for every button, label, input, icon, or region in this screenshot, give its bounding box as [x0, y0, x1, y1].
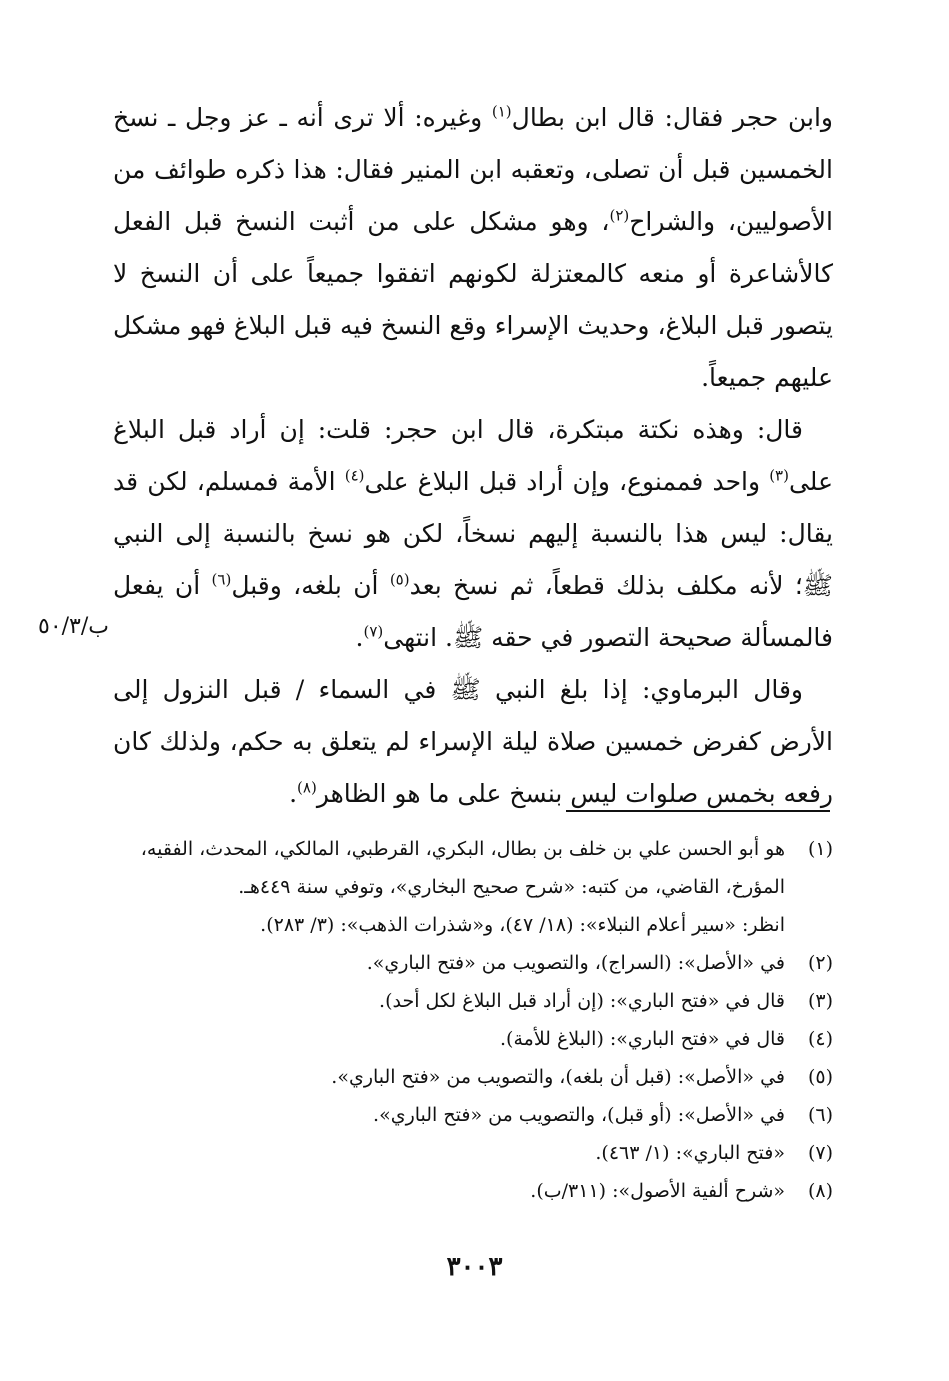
footnote-text [113, 944, 785, 982]
text-run: بخمس صلوات ليس بنسخ على ما هو الظاهر [316, 779, 776, 808]
footnote-line: في «الأصل»: (أو قبل)، والتصويب من «فتح الباري». [373, 1104, 785, 1126]
footnote-number: (١) [807, 838, 833, 860]
footnote-text [113, 1058, 785, 1096]
text-line [289, 779, 775, 808]
footnotes [113, 830, 833, 1210]
footnote-text [113, 1172, 785, 1210]
footnote-marker: (٧) [363, 622, 384, 641]
footnote-number: (٤) [807, 1028, 833, 1050]
footnote-item [113, 1096, 833, 1134]
text-run: . [355, 623, 364, 652]
text-line: كفرض خمسين صلاة ليلة الإسراء لم يتعلق به حكم، ولذلك كان رفعه [113, 727, 833, 808]
text-line: وقال البرماوي: إذا بلغ النبي ﷺ في السماء / قبل النزول إلى الأرض [113, 675, 834, 756]
footnote-number: (٧) [807, 1142, 833, 1164]
footnote-text [113, 1134, 785, 1172]
manuscript-folio-reference: ب/٥٠/٣ [38, 614, 109, 639]
footnote-text [113, 830, 785, 944]
footnote-marker: (٤) [344, 466, 365, 485]
text-line [113, 467, 833, 496]
footnote-item [113, 830, 833, 944]
footnote-line: في «الأصل»: (قبل أن بلغه)، والتصويب من «فتح الباري». [331, 1066, 785, 1088]
main-text [113, 92, 833, 820]
text-line [113, 207, 833, 236]
text-line: البلاغ، وحديث الإسراء وقع النسخ فيه قبل البلاغ فهو مشكل عليهم جميعاً. [113, 311, 833, 392]
footnote-item [113, 1134, 833, 1172]
footnote-number: (٢) [807, 952, 833, 974]
text-run: الأصوليين، والشراح [629, 207, 834, 236]
footnote-line: قال في «فتح الباري»: (إن أراد قبل البلاغ لكل أحد). [379, 990, 785, 1012]
footnote-item [113, 1058, 833, 1096]
paragraph [113, 664, 833, 820]
text-run: وابن حجر فقال: قال ابن بطال [511, 103, 833, 132]
footnote-marker: (٣) [769, 466, 789, 485]
footnote-line: قال في «فتح الباري»: (البلاغ للأمة). [500, 1028, 785, 1050]
footnote-marker: (٥) [389, 570, 410, 589]
footnote-line: «فتح الباري»: (١/ ٤٦٣). [595, 1142, 785, 1164]
footnote-marker: (١) [491, 102, 512, 121]
text-run: أن بلغه، وقبل [231, 571, 390, 600]
footnote-marker: (٦) [211, 570, 232, 589]
paragraph [113, 92, 833, 404]
footnote-text [113, 1020, 785, 1058]
text-run: لأنه مكلف بذلك قطعاً، ثم نسخ بعد [409, 571, 784, 600]
footnote-text [113, 982, 785, 1020]
footnote-item [113, 1020, 833, 1058]
text-run: . [289, 779, 298, 808]
text-run: صحيحة التصور في حقه ﷺ. انتهى [383, 623, 733, 652]
footnote-number: (٨) [807, 1180, 833, 1202]
footnote-item [113, 1172, 833, 1210]
footnote-marker: (٢) [609, 206, 630, 225]
text-run: أن يفعل فالمسألة [113, 571, 833, 652]
footnote-line: في «الأصل»: (السراج)، والتصويب من «فتح الباري». [366, 952, 785, 974]
footnote-text [113, 1096, 785, 1134]
paragraph [113, 404, 833, 664]
text-run: واحد فممنوع، وإن أراد قبل البلاغ على [364, 467, 770, 496]
page-number: ٣٠٠٣ [446, 1252, 503, 1282]
text-line: قال: وهذه نكتة مبتكرة، قال ابن حجر: قلت: إن أراد قبل البلاغ [113, 415, 803, 444]
footnote-number: (٣) [807, 990, 833, 1012]
footnote-line: هو أبو الحسن علي بن خلف بن بطال، البكري، القرطبي، المالكي، المحدث، الفقيه، [140, 838, 785, 860]
footnote-item [113, 982, 833, 1020]
footnote-line: المؤرخ، القاضي، من كتبه: «شرح صحيح البخاري»، وتوفي سنة ٤٤٩هـ. [238, 876, 785, 898]
footnote-number: (٦) [807, 1104, 833, 1126]
footnote-number: (٥) [807, 1066, 833, 1088]
text-line: الخمسين قبل أن تصلى، وتعقبه ابن المنير فقال: هذا ذكره طوائف من [113, 155, 833, 184]
text-line: كالأشاعرة أو منعه كالمعتزلة لكونهم اتفقوا جميعاً على أن النسخ لا يتصور قبل [113, 259, 833, 340]
text-run: الأمة فمسلم، لكن قد [113, 467, 345, 496]
footnote-line: انظر: «سير أعلام النبلاء»: (١٨/ ٤٧)، و«شذرات الذهب»: (٣/ ٢٨٣). [260, 914, 785, 936]
text-run: على [788, 467, 833, 496]
text-line [356, 623, 733, 652]
footnote-line: «شرح ألفية الأصول»: (٣١١/ب). [530, 1180, 785, 1202]
text-line [113, 103, 833, 132]
text-run: ، وهو مشكل على من أثبت النسخ قبل الفعل [113, 207, 610, 236]
text-run: وغيره: ألا ترى أنه ـ عز وجل ـ نسخ [113, 103, 492, 132]
text-line: يقال: ليس هذا بالنسبة إليهم نسخاً، لكن هو نسخ بالنسبة إلى النبي ﷺ؛ [113, 519, 833, 600]
footnote-separator [566, 810, 830, 812]
footnote-marker: (٨) [297, 778, 317, 797]
footnote-item [113, 944, 833, 982]
